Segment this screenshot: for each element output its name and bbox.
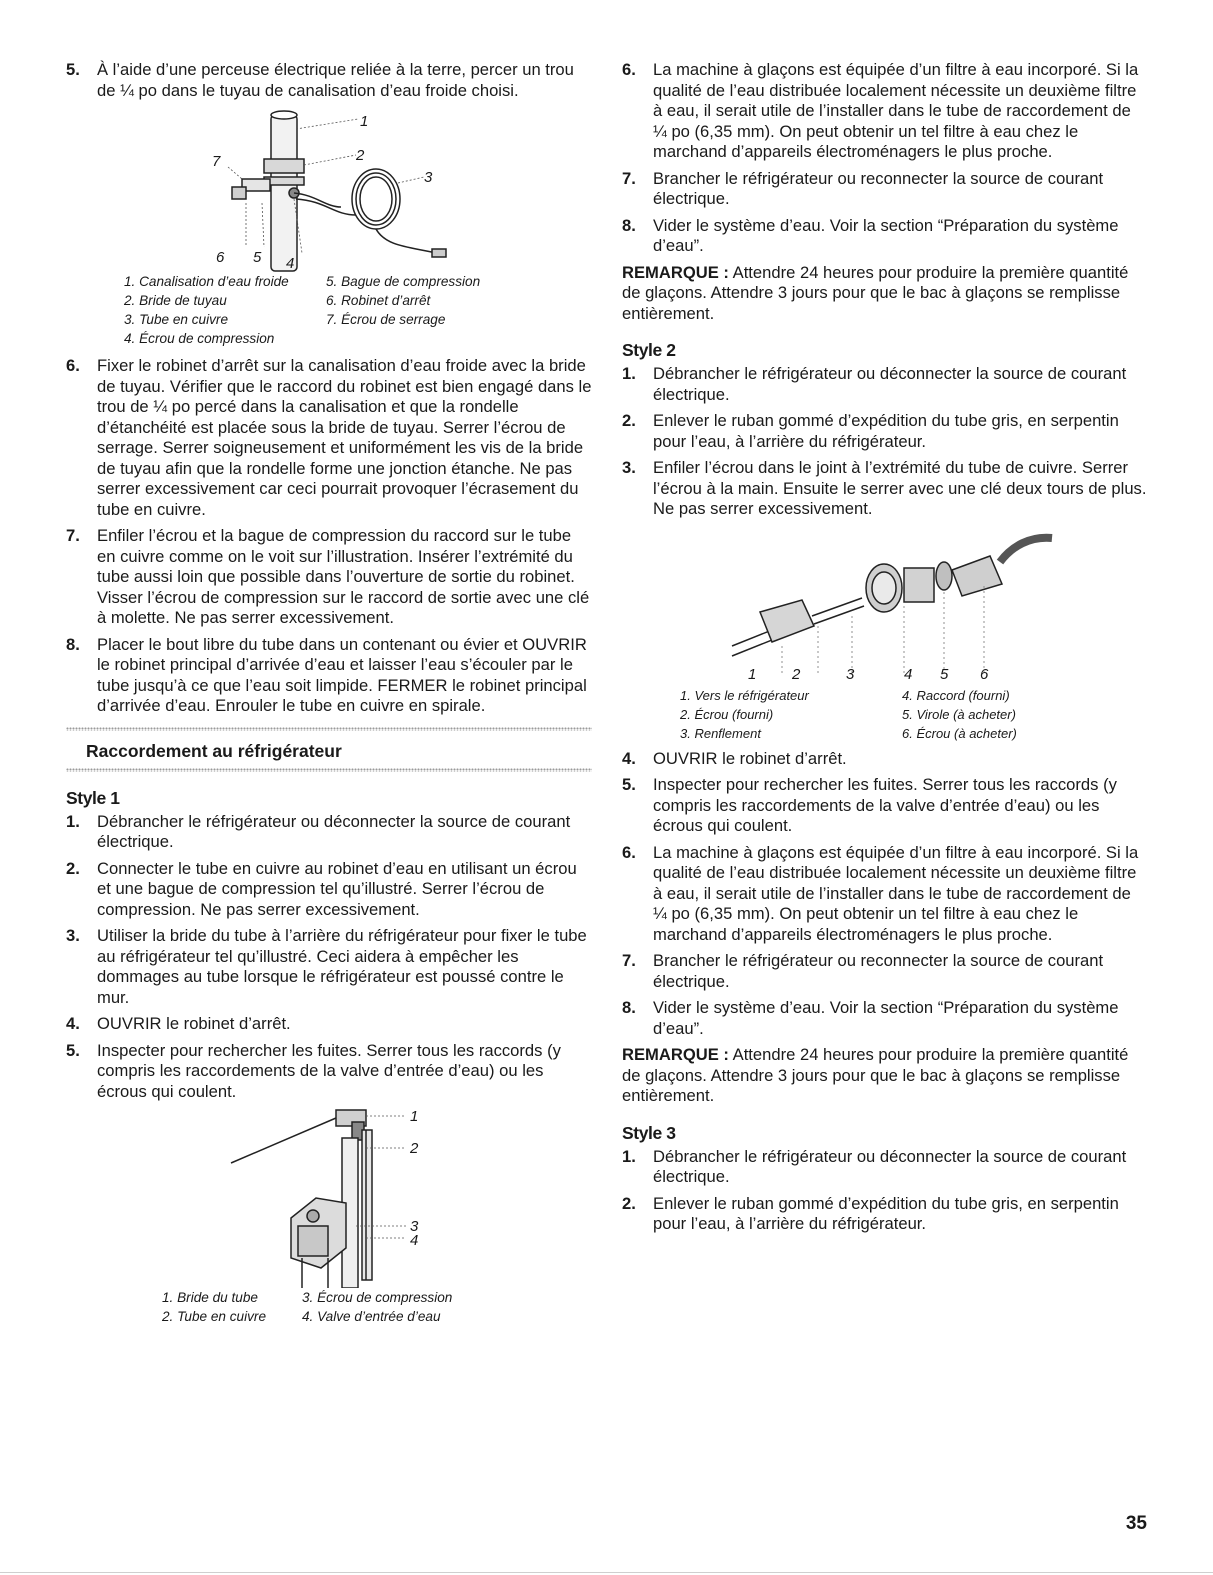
remark-label: REMARQUE : <box>622 1045 729 1064</box>
step-number: 3. <box>622 458 636 477</box>
remark <box>622 1045 1148 1107</box>
style2-step <box>622 998 1148 1039</box>
step-text: Débrancher le réfrigérateur ou déconnecter la source de courant électrique. <box>653 364 1127 404</box>
dotted-rule <box>66 768 592 772</box>
step-text: OUVRIR le robinet d’arrêt. <box>97 1014 291 1033</box>
step-text: Fixer le robinet d’arrêt sur la canalisation d’eau froide avec la bride de tuyau. Vérifier que le raccord du robinet est bien engagé dans le trou de ¼ po percé dans la canalisation et que la rondelle d’étanchéité est placée sous la bride de tuyau. Serrer l’écrou de serrage. Serrer soigneusement et uniformément les vis de la bride de tuyau afin que la rondelle forme une jonction étanche. Ne pas serrer excessivement car ceci pourrait provoquer l’écrasement du tube en cuivre. <box>97 356 592 519</box>
step-text: Enlever le ruban gommé d’expédition du tube gris, en serpentin pour l’eau, à l’arrière du réfrigérateur. <box>653 1193 1119 1233</box>
step-text: Connecter le tube en cuivre au robinet d’eau en utilisant un écrou et une bague de compression tel qu’illustré. Serrer l’écrou de compression. Ne pas serrer excessivement. <box>97 858 577 919</box>
legend-item: 4. Raccord (fourni) <box>902 687 1010 703</box>
step-text: Inspecter pour rechercher les fuites. Serrer tous les raccords (y compris les raccordements de la valve d’entrée d’eau) ou les écrous qui coulent. <box>97 1040 561 1101</box>
step-8-flush <box>66 635 592 717</box>
step-number: 2. <box>622 411 636 430</box>
step-text: Enlever le ruban gommé d’expédition du tube gris, en serpentin pour l’eau, à l’arrière du réfrigérateur. <box>653 411 1119 451</box>
callout-1: 1 <box>410 1108 419 1125</box>
step-number: 5. <box>66 60 80 79</box>
step-text: La machine à glaçons est équipée d’un filtre à eau incorporé. Si la qualité de l’eau distribuée localement nécessite un deuxième filtre à eau, il serait utile de l’installer dans le tube de raccordement de ¼ po (6,35 mm). On peut obtenir un tel filtre à eau chez le marchand d’appareils électroménagers le plus proche. <box>653 842 1139 944</box>
style1-step <box>66 1014 592 1035</box>
callout-3: 3 <box>846 665 855 683</box>
legend-item: 1. Vers le réfrigérateur <box>680 687 809 703</box>
step-number: 7. <box>66 526 80 545</box>
legend-item: 5. Bague de compression <box>326 274 481 289</box>
step-number: 8. <box>622 215 636 235</box>
step-text: Enfiler l’écrou dans le joint à l’extrémité du tube de cuivre. Serrer l’écrou à la main. Ensuite le serrer avec une clé deux tours de plus. Ne pas serrer excessivement. <box>653 458 1147 518</box>
legend-item: 3. Renflement <box>680 725 761 741</box>
style3-step <box>622 1194 1148 1235</box>
figure-fittings <box>622 526 1148 686</box>
callout-1: 1 <box>360 113 369 130</box>
step-number: 5. <box>622 775 636 794</box>
callout-2: 2 <box>356 147 365 164</box>
callout-5: 5 <box>253 249 262 266</box>
tube-clamp-illustration <box>66 1108 592 1288</box>
right-column <box>622 60 1148 1241</box>
step-5-drill <box>66 60 592 101</box>
step-number: 7. <box>622 168 636 188</box>
step-number: 5. <box>66 1040 80 1060</box>
style-2-heading: Style 2 <box>622 340 676 360</box>
callout-4: 4 <box>904 665 913 683</box>
step-7-thread-nut <box>66 526 592 629</box>
step-number: 8. <box>66 634 80 654</box>
step-number: 1. <box>622 1146 636 1166</box>
legend-item: 4. Valve d’entrée d’eau <box>302 1309 441 1324</box>
step-text: Vider le système d’eau. Voir la section “Préparation du système d’eau”. <box>653 215 1119 255</box>
step-text: Vider le système d’eau. Voir la section “Préparation du système d’eau”. <box>653 998 1119 1038</box>
valve-install-illustration <box>66 107 592 272</box>
step-text: Brancher le réfrigérateur ou reconnecter la source de courant électrique. <box>653 951 1104 991</box>
legend-item: 2. Tube en cuivre <box>162 1309 267 1324</box>
step-6-fix-valve <box>66 356 592 520</box>
page-number: 35 <box>1125 1513 1147 1534</box>
fittings-illustration <box>622 526 1148 686</box>
callout-6: 6 <box>980 665 989 683</box>
style2-step <box>622 749 1148 770</box>
step-number: 4. <box>622 748 636 768</box>
style2-step <box>622 775 1148 837</box>
remark-label: REMARQUE : <box>622 262 729 282</box>
legend-item: 2. Bride de tuyau <box>124 293 227 308</box>
legend-item: 3. Écrou de compression <box>302 1290 453 1305</box>
style2-step <box>622 843 1148 946</box>
step-text: Enfiler l’écrou et la bague de compression du raccord sur le tube en cuivre comme on le voit sur l’illustration. Insérer l’extrémité du tube aussi loin que possible dans l’ouverture de sortie du robinet. Visser l’écrou de compression sur le raccord de sortie avec une clé à molette. Ne pas serrer excessivement. <box>97 526 590 627</box>
legend-item: 2. Écrou (fourni) <box>680 706 774 722</box>
figure-legend <box>124 272 592 348</box>
legend-item: 6. Écrou (à acheter) <box>902 725 1017 741</box>
step-text: OUVRIR le robinet d’arrêt. <box>653 748 847 768</box>
callout-6: 6 <box>216 249 225 266</box>
figure-legend <box>680 686 1148 743</box>
callout-4: 4 <box>286 255 295 272</box>
callout-4: 4 <box>410 1232 419 1249</box>
legend-item: 1. Canalisation d’eau froide <box>124 274 289 289</box>
callout-1: 1 <box>748 665 757 683</box>
step-7-power <box>622 169 1148 210</box>
step-6-filter <box>622 60 1148 163</box>
callout-3: 3 <box>410 1218 419 1235</box>
figure-tube-clamp <box>66 1108 592 1288</box>
figure-legend <box>162 1288 592 1326</box>
step-text: Utiliser la bride du tube à l’arrière du réfrigérateur pour fixer le tube au réfrigérateur tel qu’illustré. Ceci aidera à empêcher les dommages au tube lorsque le réfrigérateur est poussé contre le mur. <box>97 926 587 1007</box>
legend-item: 1. Bride du tube <box>162 1290 258 1305</box>
style1-step <box>66 926 592 1008</box>
remark <box>622 263 1148 325</box>
step-text: La machine à glaçons est équipée d’un filtre à eau incorporé. Si la qualité de l’eau distribuée localement nécessite un deuxième filtre à eau, il serait utile de l’installer dans le tube de raccordement de ¼ po (6,35 mm). On peut obtenir un tel filtre à eau chez le marchand d’appareils électroménagers le plus proche. <box>653 60 1139 161</box>
style3-step <box>622 1147 1148 1188</box>
section-header <box>66 727 592 772</box>
step-number: 4. <box>66 1014 80 1033</box>
step-text: Placer le bout libre du tube dans un contenant ou évier et OUVRIR le robinet principal d’arrivée d’eau et laisser l’eau s’écouler par le tube jusqu’à ce que l’eau soit limpide. FERMER le robinet principal d’arrivée d’eau. Enrouler le tube en cuivre en spirale. <box>97 634 587 715</box>
style2-step <box>622 458 1148 520</box>
style-3-heading: Style 3 <box>622 1122 676 1143</box>
step-text: Débrancher le réfrigérateur ou déconnecter la source de courant électrique. <box>653 1146 1127 1186</box>
style2-step <box>622 411 1148 452</box>
step-text: Débrancher le réfrigérateur ou déconnecter la source de courant électrique. <box>97 811 571 851</box>
left-column <box>66 60 592 1326</box>
style1-step <box>66 1041 592 1103</box>
legend-item: 3. Tube en cuivre <box>124 312 229 327</box>
callout-2: 2 <box>792 665 801 683</box>
callout-3: 3 <box>424 169 433 186</box>
remark-text: Attendre 24 heures pour produire la première quantité de glaçons. Attendre 3 jours pour que le bac à glaçons se remplisse entièrement. <box>622 1045 1129 1105</box>
style-1-heading: Style 1 <box>66 787 120 808</box>
section-title: Raccordement au réfrigérateur <box>86 740 342 761</box>
callout-5: 5 <box>940 665 949 683</box>
style1-step <box>66 859 592 921</box>
step-number: 6. <box>66 356 80 375</box>
step-number: 8. <box>622 998 636 1017</box>
style2-step <box>622 951 1148 992</box>
callout-2: 2 <box>410 1140 419 1157</box>
style2-step <box>622 364 1148 405</box>
remark-text: Attendre 24 heures pour produire la première quantité de glaçons. Attendre 3 jours pour que le bac à glaçons se remplisse entièrement. <box>622 262 1129 323</box>
step-number: 1. <box>66 811 80 831</box>
callout-7: 7 <box>212 153 221 170</box>
step-text: Brancher le réfrigérateur ou reconnecter la source de courant électrique. <box>653 168 1104 208</box>
step-number: 3. <box>66 926 80 945</box>
legend-item: 5. Virole (à acheter) <box>902 706 1016 722</box>
figure-valve-install <box>66 107 592 272</box>
step-text: À l’aide d’une perceuse électrique reliée à la terre, percer un trou de ¼ po dans le tuyau de canalisation d’eau froide choisi. <box>97 60 574 100</box>
legend-item <box>326 329 526 348</box>
style1-step <box>66 812 592 853</box>
legend-item: 4. Écrou de compression <box>124 331 275 346</box>
step-8-purge <box>622 216 1148 257</box>
step-number: 2. <box>622 1193 636 1213</box>
step-text: Inspecter pour rechercher les fuites. Serrer tous les raccords (y compris les raccordements de la valve d’entrée d’eau) ou les écrous qui coulent. <box>653 775 1117 835</box>
step-number: 6. <box>622 842 636 862</box>
bottom-rule <box>0 1572 1213 1573</box>
step-number: 2. <box>66 858 80 878</box>
legend-item: 6. Robinet d’arrêt <box>326 293 431 308</box>
legend-item: 7. Écrou de serrage <box>326 312 446 327</box>
step-number: 6. <box>622 60 636 79</box>
step-number: 7. <box>622 951 636 970</box>
step-number: 1. <box>622 364 636 383</box>
